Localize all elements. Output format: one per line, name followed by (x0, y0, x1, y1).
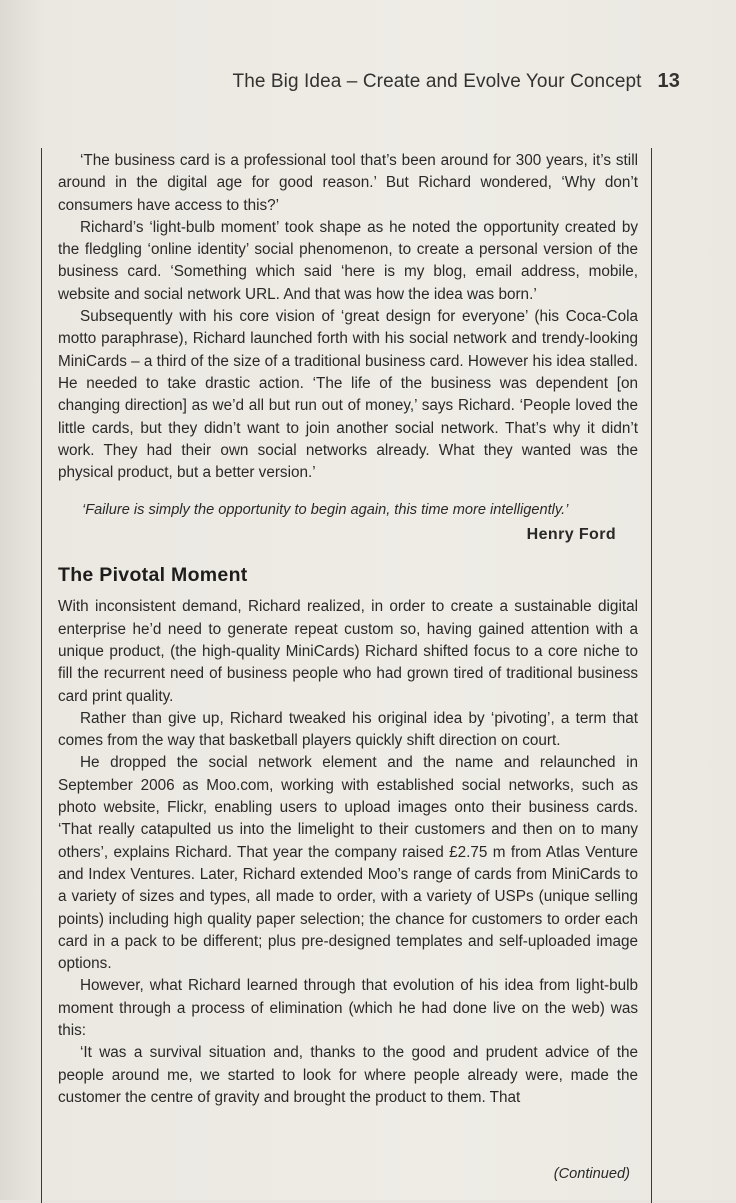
paragraph: Subsequently with his core vision of ‘great design for everyone’ (his Coca-Cola motto paraphrase), Richard launched forth with his social network and trendy-looking MiniCards – a third of the size of a traditional business card. However his idea stalled. He needed to take drastic action. ‘The life of the business was dependent [on changing direction] as we’d all but run out of money,’ says Richard. ‘People loved the little cards, but they didn’t want to join another social network. That’s why it didn’t work. They had their own social networks already. What they wanted was the physical product, but a better version.’ (58, 308, 638, 482)
pull-quote: ‘Failure is simply the opportunity to begin again, this time more intelligently.’ (82, 502, 569, 519)
box-left-rule (41, 148, 42, 1203)
paragraph: However, what Richard learned through that evolution of his idea from light-bulb moment through a process of elimination (which he had done live on the web) was this: (58, 977, 638, 1039)
section-heading: The Pivotal Moment (58, 564, 248, 587)
paragraph: With inconsistent demand, Richard realized, in order to create a sustainable digital enterprise he’d need to generate repeat custom so, having gained attention with a unique product, (the high-quality MiniCards) Richard shifted focus to a core niche to fill the recurrent need of business people who had grown tired of traditional business card print quality. (58, 598, 638, 705)
page-number: 13 (657, 70, 680, 92)
quote-attribution: Henry Ford (526, 525, 616, 543)
paragraph: ‘It was a survival situation and, thanks to the good and prudent advice of the people around me, we started to look for where people already were, made the customer the centre of gravity and brought the product to them. That (58, 1044, 638, 1106)
case-study-box (58, 150, 638, 1109)
running-header (180, 70, 680, 93)
paragraph: Richard’s ‘light-bulb moment’ took shape as he noted the opportunity created by the fledgling ‘online identity’ social phenomenon, to create a personal version of the business card. ‘Something which said ‘here is my blog, email address, mobile, website and social network URL. And that was how the idea was born.’ (58, 218, 638, 303)
paragraph: He dropped the social network element and the name and relaunched in September 2006 as Moo.com, working with established social networks, such as photo website, Flickr, enabling users to upload images onto their business cards. ‘That really catapulted us into the limelight to their customers and then on to many others’, explains Richard. That year the company raised £2.75 m from Atlas Venture and Index Ventures. Later, Richard extended Moo’s range of cards from MiniCards to a variety of sizes and types, all made to order, with a variety of USPs (unique selling points) including high quality paper selection; the chance for customers to order each card in a pack to be different; plus pre-designed templates and self-uploaded image options. (58, 754, 638, 973)
paragraph: ‘The business card is a professional tool that’s been around for 300 years, it’s still around in the digital age for good reason.’ But Richard wondered, ‘Why don’t consumers have access to this?’ (58, 152, 638, 214)
paragraph: Rather than give up, Richard tweaked his original idea by ‘pivoting’, a term that comes from the way that basketball players quickly shift direction on court. (58, 709, 638, 750)
box-right-rule (651, 148, 652, 1203)
chapter-title: The Big Idea – Create and Evolve Your Concept (232, 71, 642, 92)
continued-note: (Continued) (553, 1166, 630, 1182)
